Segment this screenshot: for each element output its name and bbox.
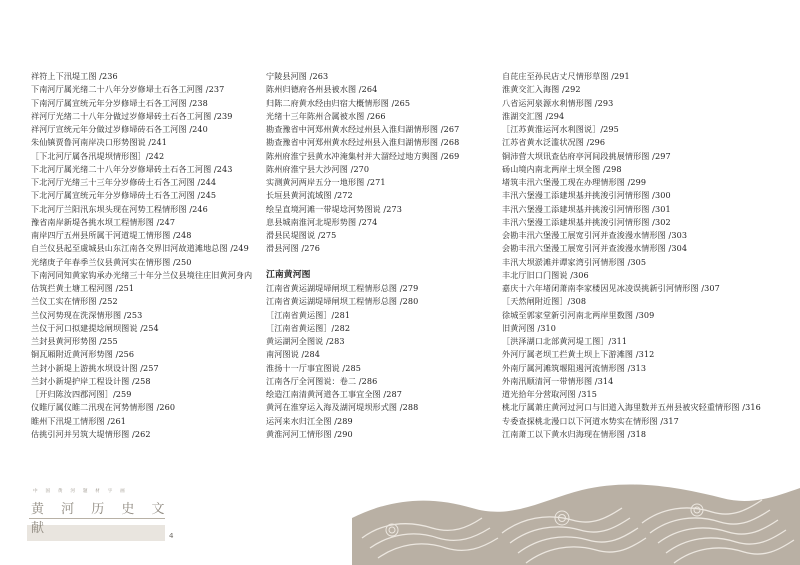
- toc-entry: 勘查豫省中河郑州黄水经过州县入淮归湖情形图 /267: [266, 124, 460, 134]
- toc-entry: 兰封县黄河形势图 /255: [31, 336, 118, 346]
- toc-entry: 下北河厅属宣统元年分岁修埽砖土石各工河图 /245: [31, 190, 217, 201]
- toc-entry: 道光拾年分营取河图 /315: [502, 389, 597, 399]
- toc-entry: 朱仙镇贾鲁河南岸决口形势图说 /241: [31, 137, 167, 148]
- toc-entry: 实测黄河两岸五分一地形图 /271: [266, 177, 386, 187]
- toc-entry: 滑县民堤图说 /275: [266, 230, 337, 240]
- toc-entry: 淮黄交汇入海图 /292: [502, 84, 581, 95]
- toc-entry: 光绪庚子年春季兰仪县黄河实在情形图 /250: [31, 256, 192, 267]
- toc-entry: 息县城南淮河北堤形势图 /274: [266, 216, 378, 227]
- section-heading: 江南黄河图: [266, 269, 311, 280]
- toc-entry: ［开归陈汝四郡河图］/259: [31, 389, 132, 399]
- toc-entry: 兰封小新堤上游挑水坝设计图 /257: [31, 362, 159, 373]
- toc-entry: 睢州下汛堤工情形图 /261: [31, 415, 126, 426]
- toc-entry: 下南河厅属光绪二十八年分岁修埽土石各工河图 /237: [31, 84, 225, 95]
- toc-entry: 丰汛六堡漫工添建坝基并挑浚引河情形图 /300: [502, 190, 671, 201]
- toc-entry: 八省运河泉源水利情形图 /293: [502, 97, 614, 108]
- toc-entry: 兰仪于河口拟建提埝闸坝图说 /254: [31, 322, 159, 333]
- toc-entry: 宁陵县河图 /263: [266, 71, 329, 81]
- toc-column-1: [31, 70, 266, 441]
- toc-entry: 估筑拦黄土塘工程河图 /251: [31, 283, 135, 293]
- toc-entry: 下北河厅属光绪二十八年分岁修埽砖土石各工河图 /243: [31, 163, 233, 174]
- title-underline: [29, 518, 165, 519]
- book-title: 黄 河 历 史 文 献: [31, 502, 172, 536]
- toc-entry: 江南各厅全河图说：卷二 /286: [266, 375, 378, 386]
- toc-entry: 专委查探桃北漫口以下河道水势实在情形图 /317: [502, 415, 679, 426]
- toc-entry: 光绪十三年陈州合属被水图 /266: [266, 110, 386, 121]
- toc-entry: 南河图说 /284: [266, 349, 321, 360]
- toc-entry: 黄运湖河全图说 /283: [266, 336, 345, 346]
- toc-entry: 绘呈直境河滩一带堤埝河势图说 /273: [266, 203, 402, 214]
- toc-entry: 自芘庄至孙民店丈尺情形草图 /291: [502, 71, 630, 81]
- toc-entry: 自兰仪县起至虞城县山东江南各交界旧河故道滩地总图 /249: [31, 243, 249, 254]
- toc-entry: 陈州归德府各州县被水图 /264: [266, 84, 378, 95]
- toc-entry: 下南河同知黄家钩承办光绪三十年分兰仪县境往庄旧黄河身内: [31, 269, 253, 280]
- toc-entry: ［下北河厅属各汛堤坝情形图］/242: [31, 150, 165, 161]
- toc-entry: 淮扬十一厅事宜图说 /285: [266, 362, 361, 373]
- toc-entry: 兰封小新堤护岸工程设计图 /258: [31, 375, 151, 386]
- toc-entry: 淮湖交汇图 /294: [502, 110, 565, 121]
- toc-entry: 归陈二府黄水经由归宿大概情形图 /265: [266, 97, 411, 108]
- toc-entry: 会勘丰汛六堡漫工展宽引河并查浚漫水情形图 /304: [502, 243, 688, 254]
- toc-entry: 外南厅属河滩筑堰阻遏河流情形图 /313: [502, 362, 647, 373]
- toc-entry: ［江南省黄运图］/282: [266, 322, 351, 333]
- toc-entry: 徐城至郭家堂新引河南北两岸里数图 /309: [502, 309, 655, 320]
- toc-entry: 江南萧工以下黄水归海现在情形图 /318: [502, 428, 647, 439]
- page-footer: [27, 488, 197, 558]
- toc-entry: 嘉庆十六年堵闭萧南李家楼因见冰凌误挑新引河情形图 /307: [502, 283, 720, 293]
- toc-entry: 祥符上下汛堤工图 /236: [31, 71, 118, 81]
- toc-entry: ［天然闸附近图］/308: [502, 296, 587, 307]
- page-number: 4: [169, 532, 174, 540]
- toc-entry: 铜沛营大坝讯查估府亭河间段挑展情形图 /297: [502, 150, 671, 161]
- toc-entry: 陈州府淮宁县黄水冲淹集村并大溜经过地方舆图 /269: [266, 150, 460, 161]
- toc-column-2: [266, 70, 501, 441]
- toc-entry: 丰汛大坝淤滩并谭家湾引河情形图 /305: [502, 256, 647, 267]
- toc-entry: 砀山境内南北两岸土坝全图 /298: [502, 163, 622, 174]
- toc-entry: 丰汛六堡漫工添建坝基并挑浚引河情形图 /302: [502, 216, 671, 227]
- toc-entry: 下南河厅属宣统元年分岁修埽土石各工河图 /238: [31, 97, 208, 108]
- toc-entry: 估挑引河并另筑大堤情形图 /262: [31, 428, 151, 439]
- toc-entry: 江南省黄运湖堤埽闸坝工程情形总图 /280: [266, 296, 419, 307]
- toc-entry: 运河来水归江全图 /289: [266, 415, 353, 426]
- wave-decoration-icon: [352, 478, 800, 565]
- toc-entry: 下北河厅兰阳汛东坝头现在河势工程情形图 /246: [31, 203, 208, 214]
- toc-entry: 黄河在淮穿运入海及湖河堤坝形式图 /288: [266, 402, 419, 413]
- toc-entry: 陈州府淮宁县大沙河图 /270: [266, 163, 370, 174]
- toc-entry: 江南省黄运湖堤埽闸坝工程情形总图 /279: [266, 283, 419, 293]
- toc-entry: 勘查豫省中河郑州黄水经过州县入淮归湖情形图 /268: [266, 137, 460, 148]
- toc-entry: 外河厅属老坝工拦黄土坝上下游滩图 /312: [502, 349, 655, 360]
- toc-entry: 祥河厅宣统元年分做过岁修埽砖石各工河图 /240: [31, 124, 208, 134]
- toc-entry: 豫省南岸新堤各挑水坝工程情形图 /247: [31, 216, 176, 227]
- toc-entry: 堵筑丰汛六堡漫工现在办理情形图 /299: [502, 177, 647, 187]
- toc-entry: ［江苏黄淮运河水利图说］/295: [502, 124, 619, 134]
- toc-entry: ［洪泽湖口北部黄河堤工图］/311: [502, 336, 628, 346]
- toc-entry: 桃北厅属萧庄黄河过河口与旧道入海里数并五州县被灾轻重情形图 /316: [502, 402, 761, 413]
- toc-entry: 南岸四厅五州县所属干河道堤工情形图 /248: [31, 230, 192, 240]
- toc-entry: 下北河厅光绪三十三年分岁修砖土石各工河图 /244: [31, 177, 217, 187]
- toc-entry: 仪睢厅属仪睢二汛现在河势情形图 /260: [31, 402, 176, 413]
- toc-entry: 丰北厅旧口门图说 /306: [502, 269, 589, 280]
- toc-entry: 江苏省黄水泛滥状况图 /296: [502, 137, 606, 148]
- toc-entry: 外南汛顺清河一带情形图 /314: [502, 375, 614, 386]
- toc-entry: 绘造江南清黄河道各工事宜全图 /287: [266, 389, 402, 399]
- toc-column-3: [502, 70, 777, 441]
- toc-entry: ［江南省黄运图］/281: [266, 309, 351, 320]
- toc-entry: 黄淮河河工情形图 /290: [266, 428, 353, 439]
- toc-entry: 长垣县黄河流域图 /272: [266, 190, 353, 201]
- toc-entry: 旧黄河图 /310: [502, 322, 557, 333]
- section-spacer: [266, 256, 501, 269]
- toc-entry: 滑县河图 /276: [266, 243, 321, 254]
- toc-entry: 兰仪河势现在洗深情形图 /253: [31, 309, 143, 320]
- toc-entry: 祥河厅光绪二十八年分做过岁修埽砖土石各工河图 /239: [31, 110, 233, 121]
- series-subtitle: 中 国 黄 河 题 材 字 画: [33, 489, 128, 494]
- toc-entry: 会勘丰汛六堡漫工展宽引河并查浚漫水情形图 /303: [502, 230, 688, 240]
- toc-entry: 丰汛六堡漫工添建坝基并挑浚引河情形图 /301: [502, 203, 671, 214]
- toc-entry: 铜瓦厢附近黄河形势图 /256: [31, 349, 135, 360]
- toc-entry: 兰仪工实在情形图 /252: [31, 296, 118, 307]
